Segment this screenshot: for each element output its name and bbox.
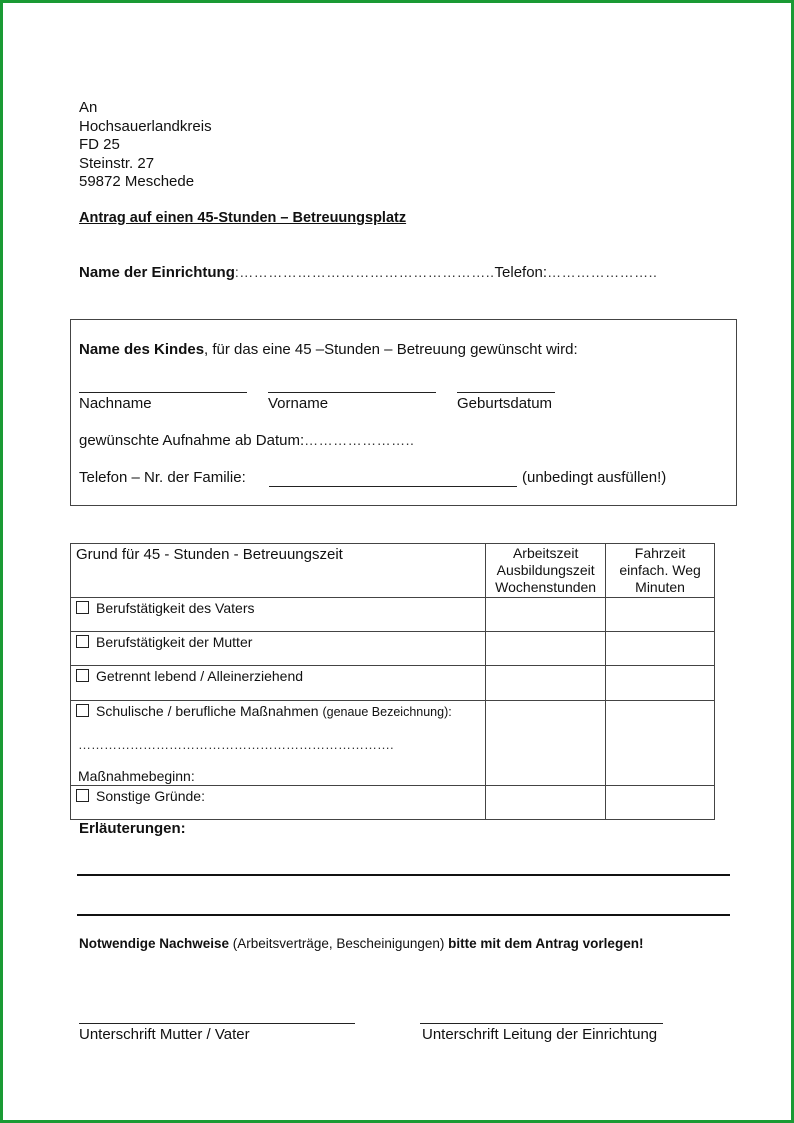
explanations-label: Erläuterungen: <box>79 820 186 837</box>
header-commute-time <box>606 544 715 598</box>
family-phone-label: Telefon – Nr. der Familie: <box>79 469 246 486</box>
work-time-cell[interactable] <box>486 632 606 666</box>
reason-label: Getrennt lebend / Alleinerziehend <box>96 668 304 684</box>
director-signature-label: Unterschrift Leitung der Einrichtung <box>422 1026 658 1043</box>
checkbox[interactable] <box>76 601 89 614</box>
proof-bold-end: bitte mit dem Antrag vorlegen! <box>448 936 644 951</box>
table-row <box>71 701 715 786</box>
lastname-field[interactable] <box>79 392 247 393</box>
reason-cell <box>71 701 486 786</box>
measure-start-label: Maßnahmebeginn: <box>78 768 195 784</box>
commute-time-cell[interactable] <box>606 666 715 701</box>
proof-bold: Notwendige Nachweise <box>79 936 230 951</box>
admission-label: gewünschte Aufnahme ab Datum: <box>79 432 305 449</box>
reason-note: (genaue Bezeichnung): <box>322 705 452 719</box>
work-time-cell[interactable] <box>486 666 606 701</box>
table-row <box>71 632 715 666</box>
commute-time-cell[interactable] <box>606 598 715 632</box>
header-work-line: Ausbildungszeit <box>496 562 595 578</box>
document-title: Antrag auf einen 45-Stunden – Betreuungsplatz <box>79 210 407 226</box>
family-phone-note: (unbedingt ausfüllen!) <box>522 469 667 486</box>
header-work-time <box>486 544 606 598</box>
table-row <box>71 786 715 820</box>
reason-label: Sonstige Gründe: <box>96 788 205 804</box>
table-row <box>71 666 715 701</box>
work-time-cell[interactable] <box>486 786 606 820</box>
commute-time-cell[interactable] <box>606 632 715 666</box>
admission-row <box>79 432 414 449</box>
checkbox[interactable] <box>76 669 89 682</box>
child-heading <box>79 341 578 358</box>
director-signature-field[interactable] <box>420 1023 663 1024</box>
reason-cell <box>71 598 486 632</box>
header-work-line: Arbeitszeit <box>512 545 579 561</box>
reason-cell <box>71 632 486 666</box>
explanation-line[interactable] <box>77 874 730 876</box>
parent-signature-field[interactable] <box>79 1023 355 1024</box>
child-heading-rest: , für das eine 45 –Stunden – Betreuung gewünscht wird: <box>204 341 578 358</box>
address-line: 59872 Meschede <box>79 173 195 190</box>
address-line: Steinstr. 27 <box>79 154 155 172</box>
child-info-box <box>70 319 737 506</box>
address-line: An <box>79 99 98 116</box>
admission-date-field[interactable]: ………………….. <box>304 432 415 448</box>
work-time-cell[interactable] <box>486 701 606 786</box>
reason-label: Schulische / berufliche Maßnahmen <box>96 703 319 719</box>
reason-cell <box>71 666 486 701</box>
parent-signature-label: Unterschrift Mutter / Vater <box>79 1026 250 1043</box>
header-work-line: Wochenstunden <box>495 579 597 595</box>
commute-time-cell[interactable] <box>606 701 715 786</box>
institution-label: Name der Einrichtung <box>79 264 235 281</box>
lastname-label: Nachname <box>79 395 152 412</box>
recipient-address <box>79 99 212 192</box>
address-line: FD 25 <box>79 136 120 153</box>
header-reason: Grund für 45 - Stunden - Betreuungszeit <box>71 544 486 598</box>
institution-name-field[interactable]: :…………………………………………….. <box>234 264 495 280</box>
table-header-row <box>71 544 715 598</box>
proof-text: (Arbeitsverträge, Bescheinigungen) <box>229 936 449 951</box>
commute-time-cell[interactable] <box>606 786 715 820</box>
institution-phone-label: Telefon: <box>494 264 548 281</box>
reason-label: Berufstätigkeit des Vaters <box>96 600 255 616</box>
header-commute-line: Minuten <box>635 579 685 595</box>
explanation-line[interactable] <box>77 914 730 916</box>
checkbox[interactable] <box>76 789 89 802</box>
checkbox[interactable] <box>76 635 89 648</box>
table-row <box>71 598 715 632</box>
reasons-table <box>70 543 715 820</box>
reason-cell <box>71 786 486 820</box>
checkbox[interactable] <box>76 704 89 717</box>
child-heading-bold: Name des Kindes <box>79 341 205 358</box>
measure-description-field[interactable]: ………………………………………………………………. <box>78 737 394 752</box>
firstname-field[interactable] <box>268 392 436 393</box>
address-line: Hochsauerlandkreis <box>79 117 212 135</box>
proof-note <box>79 936 643 951</box>
birthdate-label: Geburtsdatum <box>457 395 553 412</box>
institution-row <box>79 264 657 281</box>
reason-label: Berufstätigkeit der Mutter <box>96 634 253 650</box>
firstname-label: Vorname <box>268 395 329 412</box>
work-time-cell[interactable] <box>486 598 606 632</box>
family-phone-field[interactable] <box>269 486 517 487</box>
birthdate-field[interactable] <box>457 392 555 393</box>
header-commute-line: Fahrzeit <box>634 545 686 561</box>
header-commute-line: einfach. Weg <box>619 562 701 578</box>
institution-phone-field[interactable]: ………………….. <box>547 264 658 280</box>
